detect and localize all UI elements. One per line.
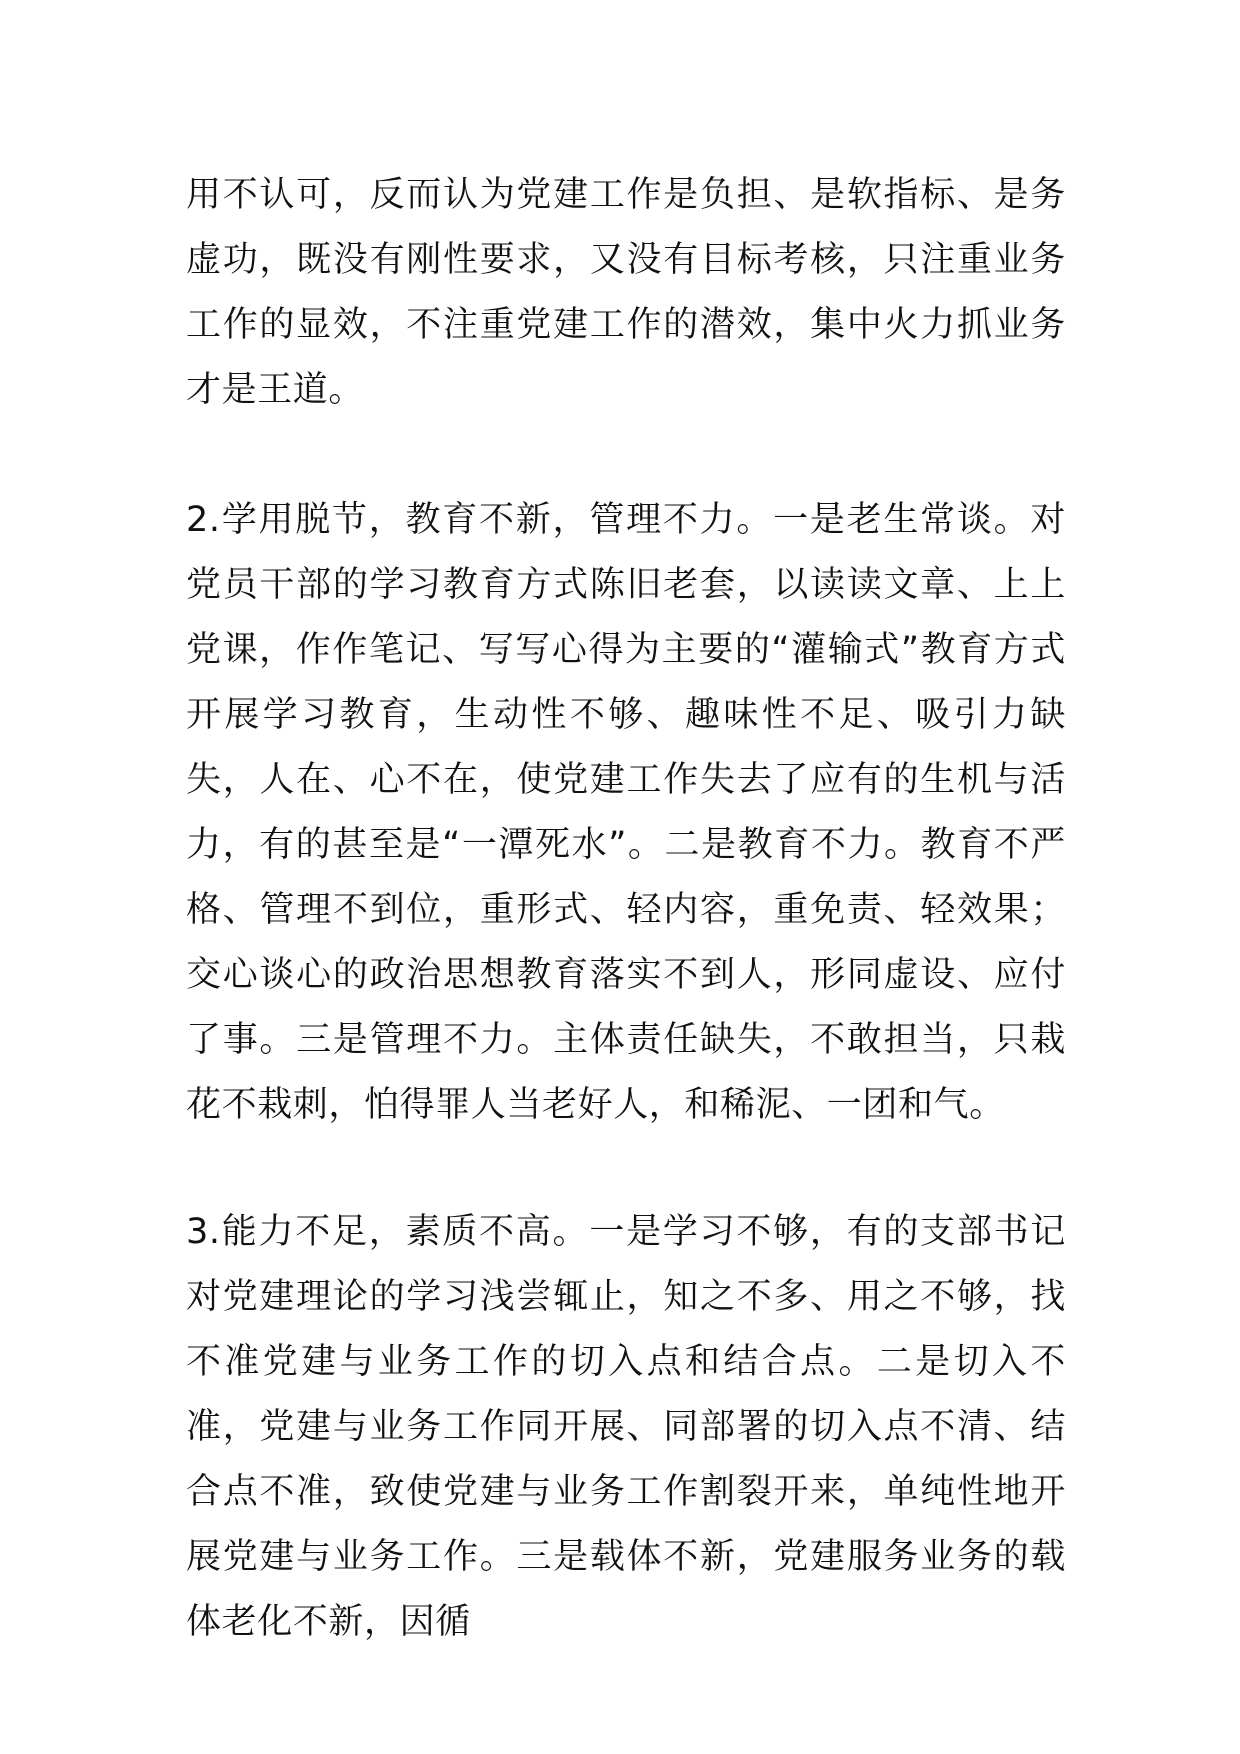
paragraph-continuation: 用不认可，反而认为党建工作是负担、是软指标、是务虚功，既没有刚性要求，又没有目标考核，只注重业务工作的显效，不注重党建工作的潜效，集中火力抓业务才是王道。 — [186, 175, 1066, 410]
paragraph-section-3: 3.能力不足，素质不高。一是学习不够，有的支部书记对党建理论的学习浅尝辄止，知之不多、用之不够，找不准党建与业务工作的切入点和结合点。二是切入不准，党建与业务工作同开展、同部署的切入点不清、结合点不准，致使党建与业务工作割裂开来，单纯性地开展党建与业务工作。三是载体不新，党建服务业务的载体老化不新，因循 — [186, 1212, 1066, 1642]
paragraph-section-2: 2.学用脱节，教育不新，管理不力。一是老生常谈。对党员干部的学习教育方式陈旧老套，以读读文章、上上党课，作作笔记、写写心得为主要的“灌输式”教育方式开展学习教育，生动性不够、趣味性不足、吸引力缺失，人在、心不在，使党建工作失去了应有的生机与活力，有的甚至是“一潭死水”。二是教育不力。教育不严格、管理不到位，重形式、轻内容，重免责、轻效果；交心谈心的政治思想教育落实不到人，形同虚设、应付了事。三是管理不力。主体责任缺失，不敢担当，只栽花不栽刺，怕得罪人当老好人，和稀泥、一团和气。 — [186, 500, 1066, 1125]
